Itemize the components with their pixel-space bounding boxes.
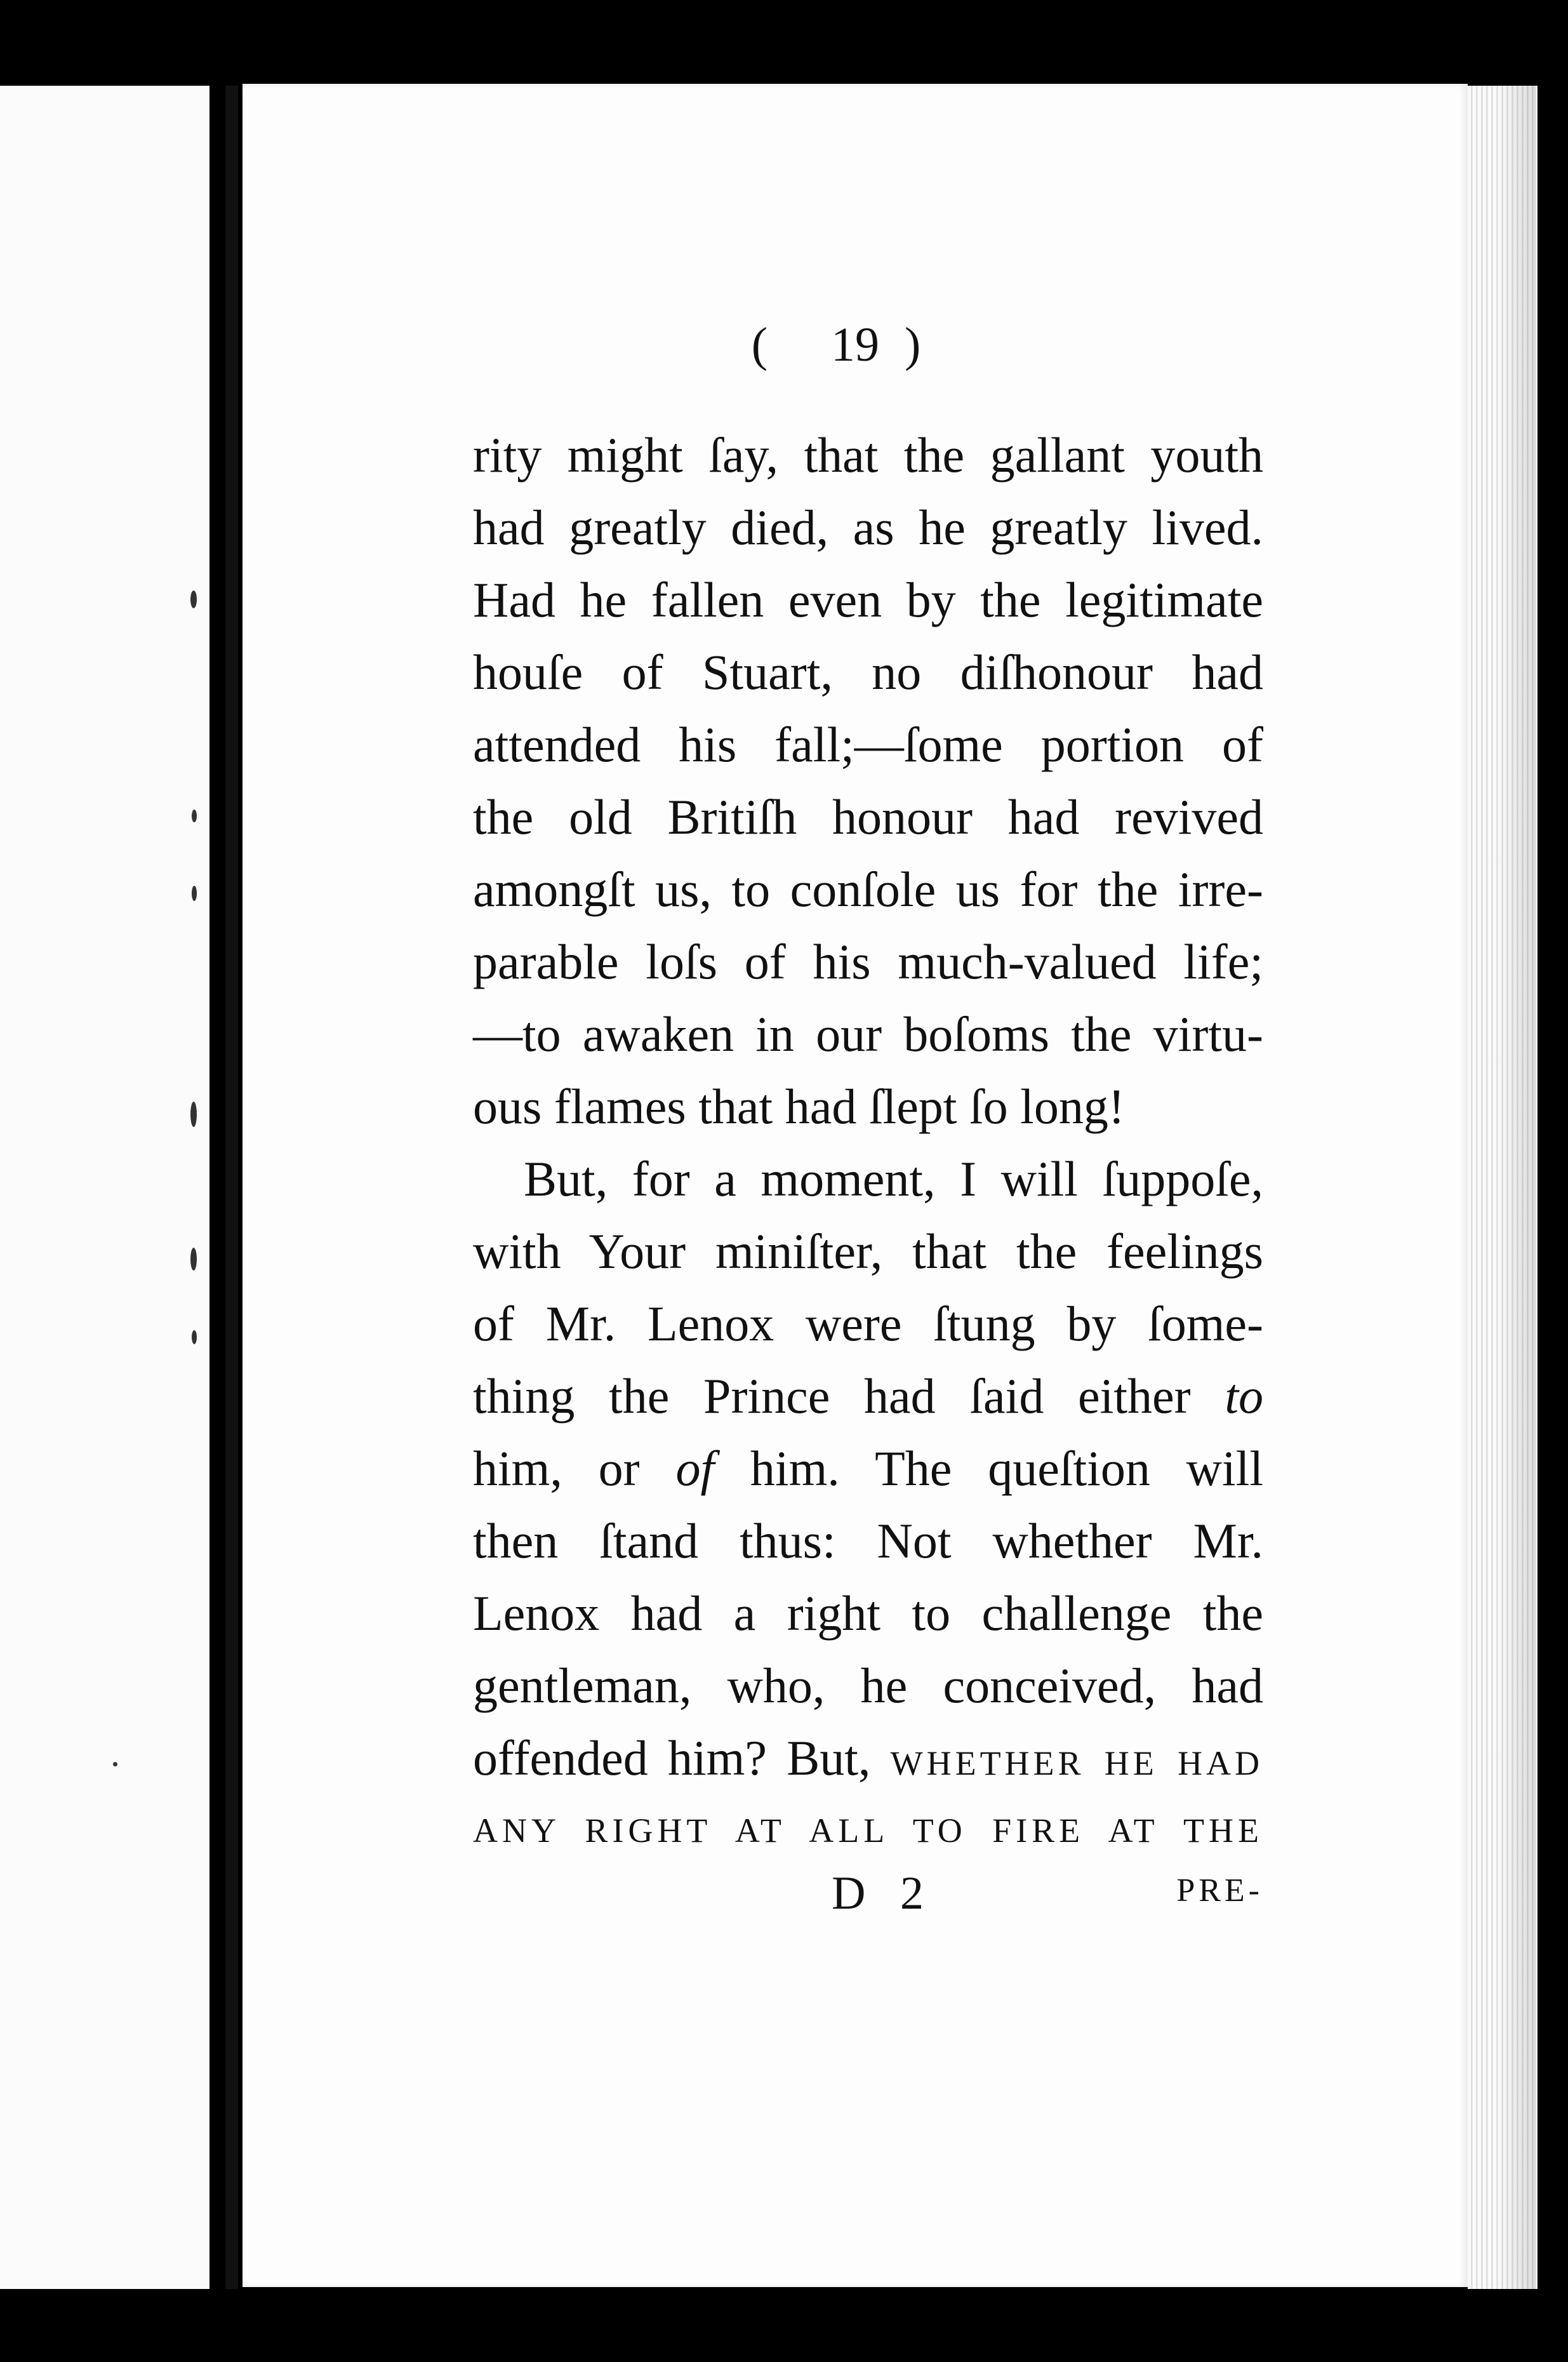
left-page-mark xyxy=(113,1762,117,1766)
text-line xyxy=(473,1722,1263,1794)
page-fore-edge-shadow xyxy=(1498,86,1536,2289)
left-page-mark xyxy=(190,590,197,608)
header-open-paren: ( xyxy=(751,318,806,371)
text-line: then ſtand thus: Not whether Mr. xyxy=(473,1513,1263,1568)
text-segment: him, or xyxy=(473,1441,640,1496)
left-page-mark xyxy=(192,1330,197,1344)
left-page xyxy=(0,86,209,2289)
text-segment: thing the Prince had ſaid either xyxy=(473,1368,1191,1424)
small-caps-line: ANY RIGHT AT ALL TO FIRE AT THE xyxy=(473,1812,1263,1850)
paragraph-first-line: But, for a moment, I will ſuppoſe, xyxy=(524,1151,1263,1206)
book-gutter xyxy=(225,86,238,2289)
left-page-mark xyxy=(190,1248,197,1271)
left-page-mark xyxy=(192,886,197,901)
text-line: parable loſs of his much-valued life; xyxy=(473,934,1263,989)
text-line xyxy=(473,1360,1263,1432)
signature-mark: D 2 xyxy=(832,1867,935,1919)
text-line: Lenox had a right to challenge the xyxy=(473,1585,1263,1641)
page-number: 19 xyxy=(831,318,879,371)
text-line: had greatly died, as he greatly lived. xyxy=(473,500,1263,555)
text-line: of Mr. Lenox were ſtung by ſome- xyxy=(473,1296,1263,1351)
text-line: rity might ſay, that the gallant youth xyxy=(473,427,1263,483)
text-line: with Your miniſter, that the feelings xyxy=(473,1224,1263,1279)
text-segment: him. The queſtion will xyxy=(750,1441,1264,1496)
left-page-mark xyxy=(192,810,197,822)
page-footer xyxy=(473,1867,1263,1930)
italic-word: of xyxy=(675,1441,715,1496)
page-header xyxy=(243,317,1468,373)
text-segment: offended him? But, xyxy=(473,1730,871,1785)
text-line: gentleman, who, he conceived, had xyxy=(473,1658,1263,1713)
italic-word: to xyxy=(1225,1368,1263,1424)
small-caps-segment: WHETHER HE HAD xyxy=(890,1744,1263,1782)
text-line: attended his fall;—ſome portion of xyxy=(473,717,1263,772)
text-line xyxy=(473,1432,1263,1505)
text-line: amongſt us, to conſole us for the irre- xyxy=(473,862,1263,917)
body-text xyxy=(473,419,1263,1867)
text-line: houſe of Stuart, no diſhonour had xyxy=(473,644,1263,700)
header-close-paren: ) xyxy=(905,318,959,371)
left-page-mark xyxy=(190,1102,197,1127)
catchword: PRE- xyxy=(1176,1872,1263,1909)
text-line: the old Britiſh honour had revived xyxy=(473,789,1263,844)
text-line: ous flames that had ſlept ſo long! xyxy=(473,1079,1125,1134)
text-line: —to awaken in our boſoms the virtu- xyxy=(473,1006,1263,1062)
text-line: Had he fallen even by the legitimate xyxy=(473,572,1263,627)
